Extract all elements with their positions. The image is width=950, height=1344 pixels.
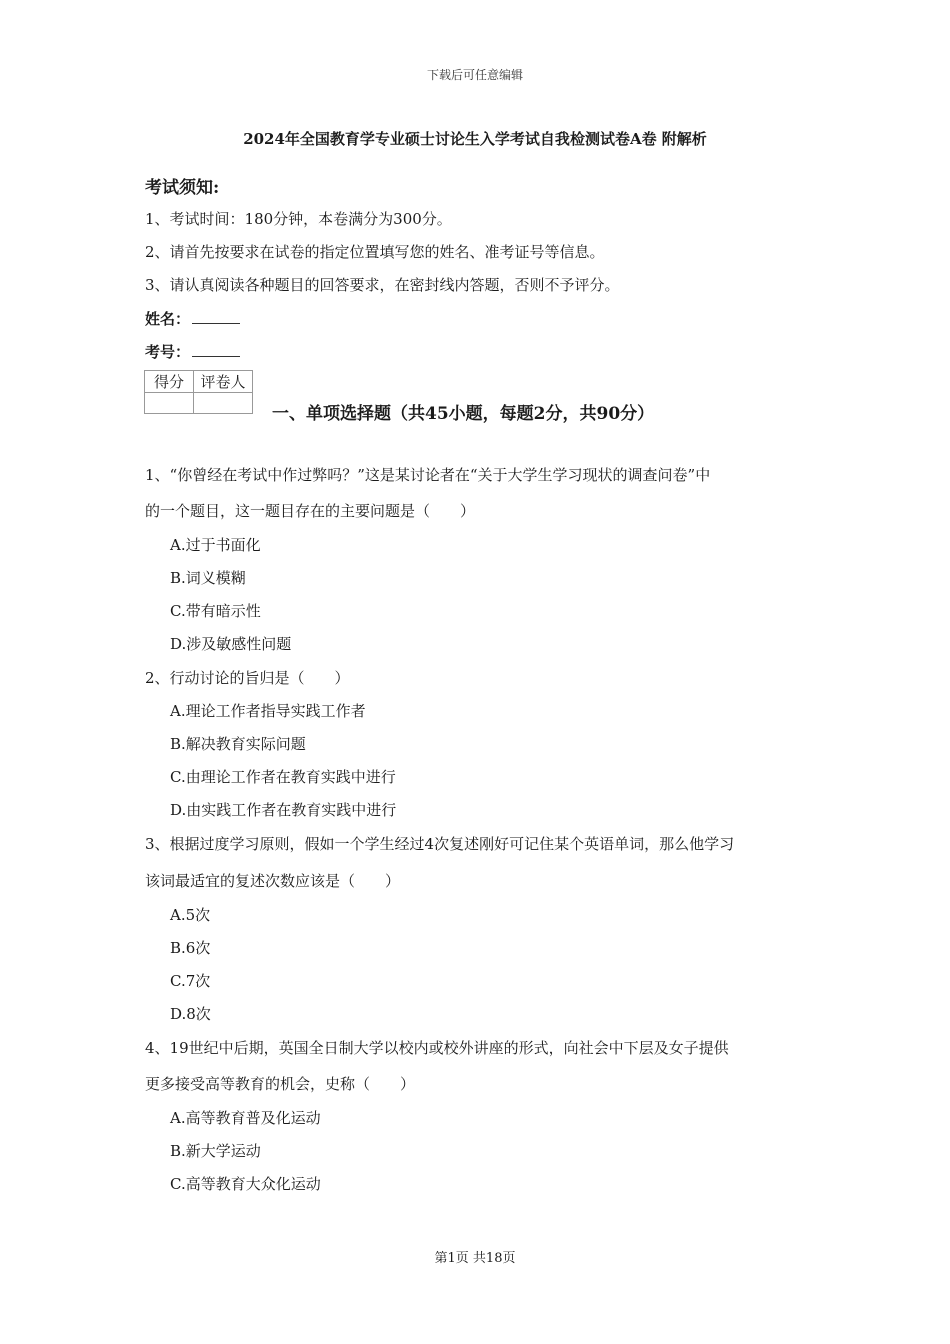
question-text: 的一个题目，这一题目存在的主要问题是（ ） [145, 502, 476, 520]
option[interactable]: B.词义模糊 [170, 569, 246, 587]
notice-item: 2、请首先按要求在试卷的指定位置填写您的姓名、准考证号等信息。 [145, 243, 605, 261]
name-field [145, 308, 240, 329]
question-text: 2、行动讨论的旨归是（ ） [145, 669, 350, 687]
name-blank[interactable] [192, 309, 240, 324]
section-title: 一、单项选择题（共45小题，每题2分，共90分） [272, 404, 655, 424]
page-footer: 第1页 共18页 [434, 1251, 516, 1266]
option[interactable]: C.由理论工作者在教育实践中进行 [170, 768, 396, 786]
grader-header: 评卷人 [194, 371, 253, 393]
question-text: 4、19世纪中后期，英国全日制大学以校内或校外讲座的形式，向社会中下层及女子提供 [145, 1039, 729, 1057]
document-title: 2024年全国教育学专业硕士讨论生入学考试自我检测试卷A卷 附解析 [243, 130, 707, 148]
option[interactable]: A.过于书面化 [170, 536, 261, 554]
option[interactable]: A.高等教育普及化运动 [170, 1109, 321, 1127]
score-table [144, 370, 253, 414]
header-note: 下载后可任意编辑 [426, 68, 523, 82]
option[interactable]: D.由实践工作者在教育实践中进行 [170, 801, 397, 819]
option[interactable]: C.7次 [170, 972, 211, 990]
option[interactable]: B.新大学运动 [170, 1142, 261, 1160]
option[interactable]: D.涉及敏感性问题 [170, 635, 292, 653]
question-text: 1、“你曾经在考试中作过弊吗？”这是某讨论者在“关于大学生学习现状的调查问卷”中 [145, 466, 711, 484]
option[interactable]: A.理论工作者指导实践工作者 [170, 702, 366, 720]
option[interactable]: B.6次 [170, 939, 211, 957]
option[interactable]: B.解决教育实际问题 [170, 735, 306, 753]
question-text: 更多接受高等教育的机会，史称（ ） [145, 1075, 416, 1093]
name-label: 姓名： [145, 310, 191, 328]
option[interactable]: C.高等教育大众化运动 [170, 1175, 321, 1193]
option[interactable]: A.5次 [170, 906, 211, 924]
question-text: 该词最适宜的复述次数应该是（ ） [145, 872, 401, 890]
id-label: 考号： [145, 343, 191, 361]
score-header: 得分 [145, 371, 194, 393]
question-text: 3、根据过度学习原则，假如一个学生经过4次复述刚好可记住某个英语单词，那么他学习 [145, 835, 735, 853]
id-field [145, 341, 240, 362]
notice-heading: 考试须知: [145, 178, 220, 198]
score-cell[interactable] [145, 393, 194, 414]
option[interactable]: D.8次 [170, 1005, 211, 1023]
notice-item: 1、考试时间：180分钟，本卷满分为300分。 [145, 210, 452, 228]
id-blank[interactable] [192, 342, 240, 357]
grader-cell[interactable] [194, 393, 253, 414]
notice-item: 3、请认真阅读各种题目的回答要求，在密封线内答题，否则不予评分。 [145, 276, 620, 294]
option[interactable]: C.带有暗示性 [170, 602, 261, 620]
